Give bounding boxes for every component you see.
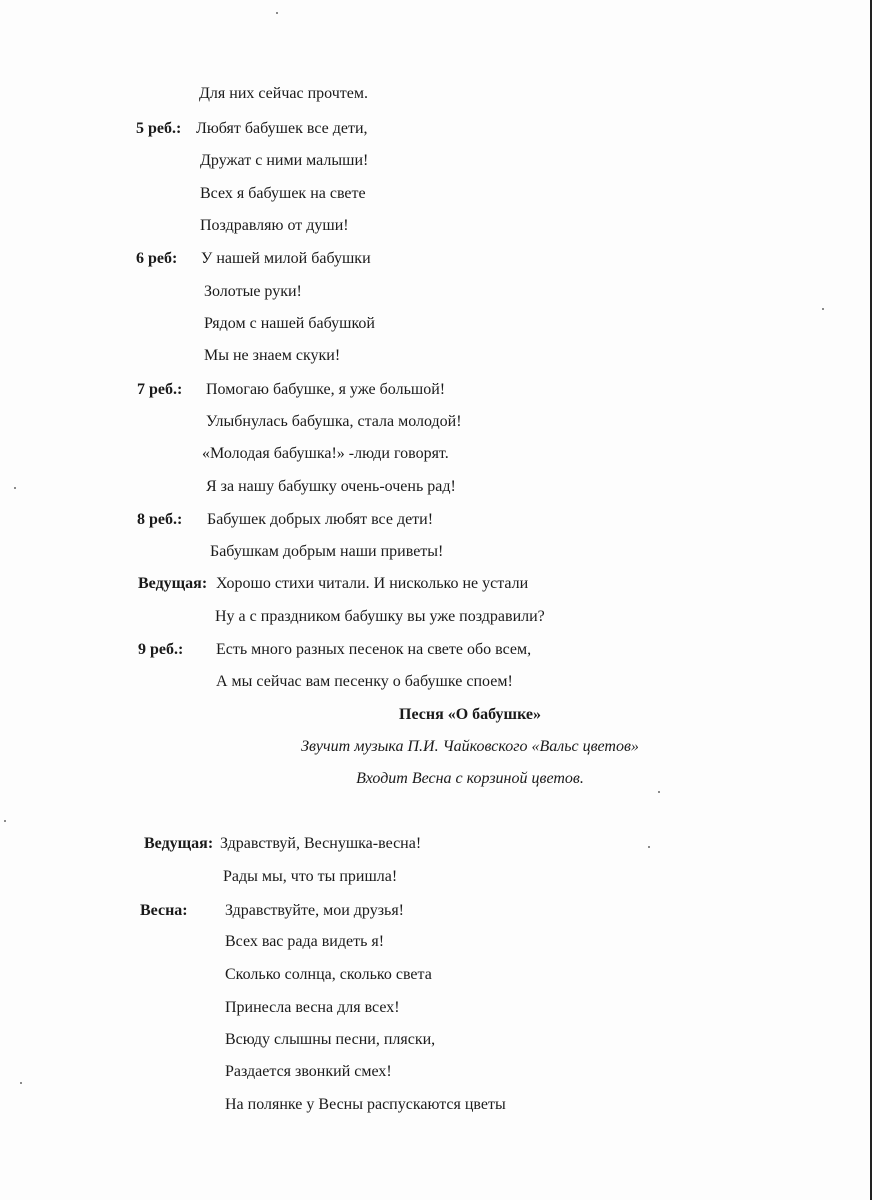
verse-line: Мы не знаем скуки!: [204, 347, 341, 364]
verse-line: Есть много разных песенок на свете обо всем,: [216, 641, 532, 658]
verse-line: У нашей милой бабушки: [201, 250, 371, 267]
verse-line: Всех вас рада видеть я!: [225, 933, 385, 950]
stage-direction: Входит Весна с корзиной цветов.: [356, 770, 584, 787]
scan-speck: [4, 820, 6, 822]
verse-line: Здравствуйте, мои друзья!: [225, 902, 404, 919]
speaker-label: 5 реб.:: [136, 120, 182, 137]
speaker-label: Ведущая:: [138, 575, 208, 592]
scan-speck: [648, 846, 650, 848]
speaker-label: 6 реб:: [136, 250, 178, 267]
speaker-label: 8 реб.:: [137, 511, 183, 528]
verse-line: «Молодая бабушка!» -люди говорят.: [202, 445, 449, 462]
verse-line: Для них сейчас прочтем.: [199, 85, 369, 102]
speaker-label: 7 реб.:: [137, 381, 183, 398]
verse-line: Любят бабушек все дети,: [196, 120, 368, 137]
verse-line: Дружат с ними малыши!: [200, 152, 369, 169]
stage-direction: Звучит музыка П.И. Чайковского «Вальс цветов»: [301, 738, 639, 755]
verse-line: На полянке у Весны распускаются цветы: [225, 1096, 506, 1113]
verse-line: Помогаю бабушке, я уже большой!: [206, 381, 446, 398]
scan-speck: [276, 12, 278, 14]
verse-line: Бабушкам добрым наши приветы!: [210, 543, 444, 560]
speaker-label: Весна:: [140, 902, 188, 919]
verse-line: Всюду слышны песни, пляски,: [225, 1031, 436, 1048]
verse-line: Улыбнулась бабушка, стала молодой!: [206, 413, 462, 430]
speaker-label: 9 реб.:: [138, 641, 184, 658]
verse-line: Бабушек добрых любят все дети!: [207, 511, 434, 528]
verse-line: Раздается звонкий смех!: [225, 1063, 392, 1080]
verse-line: Сколько солнца, сколько света: [225, 966, 432, 983]
scan-speck: [658, 791, 660, 793]
verse-line: Рядом с нашей бабушкой: [204, 315, 375, 332]
verse-line: А мы сейчас вам песенку о бабушке споем!: [216, 673, 513, 690]
verse-line: Ну а с праздником бабушку вы уже поздравили?: [215, 608, 545, 625]
scan-speck: [822, 308, 824, 310]
verse-line: Здравствуй, Веснушка-весна!: [220, 835, 422, 852]
verse-line: Золотые руки!: [204, 283, 302, 300]
verse-line: Всех я бабушек на свете: [200, 185, 366, 202]
verse-line: Принесла весна для всех!: [225, 999, 400, 1016]
verse-line: Рады мы, что ты пришла!: [223, 868, 398, 885]
verse-line: Я за нашу бабушку очень-очень рад!: [206, 478, 456, 495]
speaker-label: Ведущая:: [144, 835, 214, 852]
verse-line: Поздравляю от души!: [200, 217, 349, 234]
song-title: Песня «О бабушке»: [399, 706, 541, 723]
scan-speck: [20, 1082, 22, 1084]
scan-speck: [14, 487, 16, 489]
verse-line: Хорошо стихи читали. И нисколько не устали: [216, 575, 529, 592]
